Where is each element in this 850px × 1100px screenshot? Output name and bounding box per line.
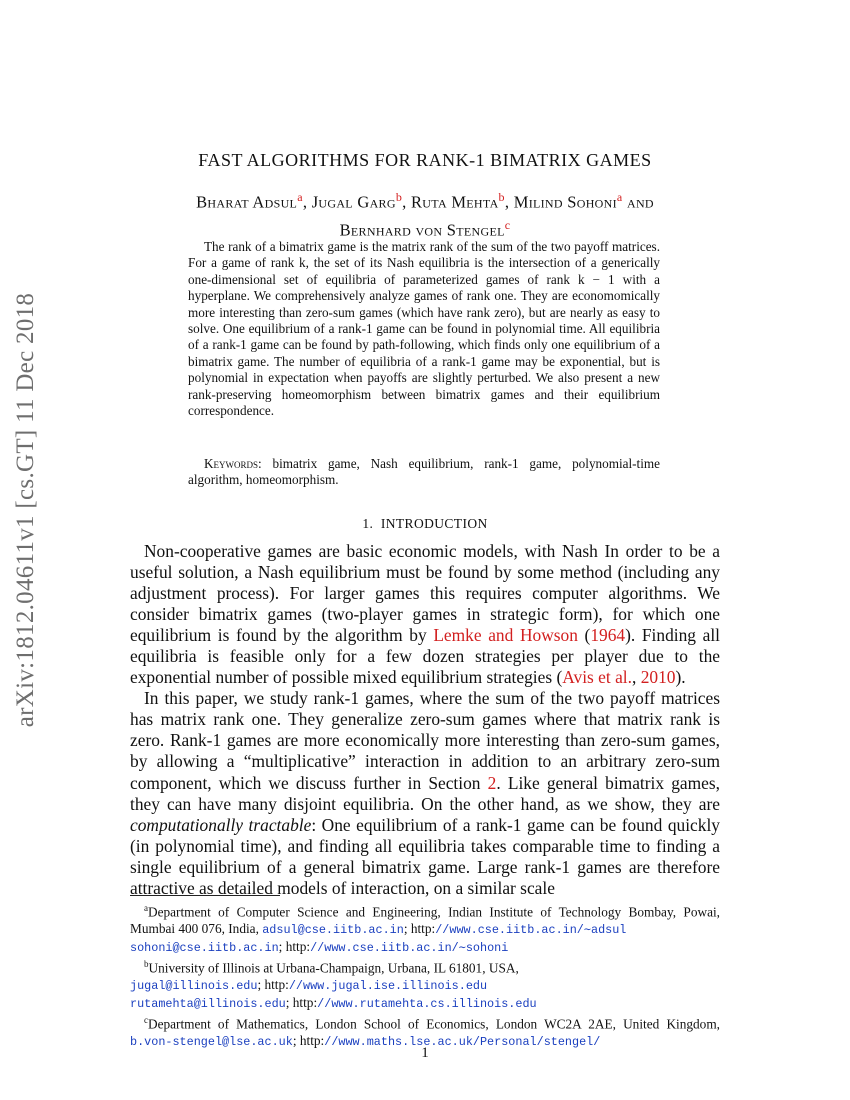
affiliation-mark[interactable]: a: [297, 190, 303, 204]
footnote-rule: [130, 895, 280, 896]
page-number: 1: [421, 1045, 429, 1061]
url-link[interactable]: //www.maths.lse.ac.uk/Personal/stengel/: [324, 1035, 601, 1050]
citation-link-avis[interactable]: Avis et al.: [562, 667, 632, 688]
paragraph-text: : One equilibrium of a rank-1 game can be found quickly (in polynomial time), and finding all equilibria takes comparable time to finding a single equilibrium of a general bimatrix game. Large rank-1 games are therefore attractive as detailed models of interaction, on a similar scale: [130, 814, 720, 898]
keywords-text: bimatrix game, Nash equilibrium, rank-1 game, polynomial-time algorithm, homeomorphism.: [188, 456, 660, 488]
email-link[interactable]: adsul@cse.iitb.ac.in: [262, 923, 404, 938]
paragraph: [130, 541, 720, 688]
author-list: Bharat Adsul$^a$, Jugal Garg$^b$, Ruta Mehta$^b$, Milind Sohoni$^a$ and Bernhard von Stengel$^c$: [196, 190, 654, 239]
url-link[interactable]: //www.rutamehta.cs.illinois.edu: [317, 996, 537, 1011]
section-number: 1.: [362, 516, 374, 531]
author-name: Bernhard von Stengel: [339, 220, 505, 239]
footnote-text: Department of Computer Science and Engineering, Indian Institute of Technology Bombay, Powai, Mumbai 400 076, India,: [130, 904, 720, 937]
footnote-a: [130, 900, 720, 956]
section-heading: [0, 516, 850, 532]
author-name: Jugal Garg: [311, 192, 396, 212]
paragraph-text: ,: [631, 667, 641, 688]
email-link[interactable]: b.von-stengel@lse.ac.uk: [130, 1035, 293, 1050]
paragraph-text: ).: [675, 667, 686, 688]
footnote-b-contact: [130, 995, 720, 1013]
citation-link-lemke-howson[interactable]: Lemke and Howson: [433, 625, 578, 646]
paragraph-text: Non-cooperative games are basic economic models, with Nash In order to be a useful solution, a Nash equilibrium must be found by some method (including any adjustment process). For larger games this requires computer algorithms. We consider bimatrix games (two-player games in strategic form), for which one equilibrium is found by the algorithm by: [130, 541, 720, 646]
footnote-b-contact: [130, 977, 720, 995]
introduction-body: [130, 541, 720, 899]
paragraph-text: In this paper, we study rank-1 games, where the sum of the two payoff matrices has matrix rank one. They generalize zero-sum games where that matrix rank is zero. Rank-1 games are more economically more interesting than zero-sum games, by allowing a “multiplicative” interaction in addition to an arbitrary zero-sum component, which we discuss further in Section: [130, 688, 720, 793]
url-link[interactable]: //www.cse.iitb.ac.in/∼adsul: [435, 923, 627, 938]
affiliation-mark[interactable]: a: [616, 190, 623, 204]
citation-year-link[interactable]: 1964: [590, 625, 626, 646]
footnote-b: [130, 956, 720, 977]
paragraph: [130, 688, 720, 898]
footnote-mark: a: [144, 903, 148, 913]
paragraph-text: (: [577, 625, 591, 646]
affiliation-mark[interactable]: b: [395, 190, 403, 204]
url-link[interactable]: //www.cse.iitb.ac.in/∼sohoni: [310, 940, 509, 955]
author-name: Milind Sohoni: [513, 192, 617, 212]
section-reference-link[interactable]: 2: [487, 772, 497, 793]
footnote-mark: b: [144, 959, 149, 970]
url-link[interactable]: //www.jugal.ise.illinois.edu: [288, 979, 488, 994]
affiliation-mark[interactable]: b: [498, 190, 505, 204]
affiliation-mark[interactable]: c: [504, 217, 511, 232]
paper-title: FAST ALGORITHMS FOR RANK-1 BIMATRIX GAMES: [198, 150, 652, 170]
keywords: [188, 456, 660, 489]
footnote-text: ; http:: [292, 1033, 325, 1049]
email-link[interactable]: rutamehta@illinois.edu: [130, 996, 286, 1011]
footnote-mark: c: [144, 1015, 148, 1026]
keywords-label: Keywords:: [204, 456, 262, 471]
author-name: Ruta Mehta: [411, 192, 499, 212]
email-link[interactable]: sohoni@cse.iitb.ac.in: [130, 940, 279, 955]
author-conjunction: and: [626, 192, 654, 212]
citation-year-link[interactable]: 2010: [640, 667, 676, 688]
author-name: Bharat Adsul: [196, 192, 298, 212]
footnote-text: Department of Mathematics, London School of Economics, London WC2A 2AE, United Kingdom,: [148, 1016, 720, 1032]
paragraph-text: . Like general bimatrix games, they can have many disjoint equilibria. On the other hand, as we show, they are: [130, 772, 720, 814]
footnote-text: ; http:: [403, 921, 436, 937]
emphasis-text: computationally tractable: [130, 814, 312, 835]
footnote-text: ; http:: [278, 938, 311, 954]
paragraph-text: ). Finding all equilibria is feasible only for a few dozen strategies per player due to the exponential number of possible mixed equilibrium strategies (: [130, 625, 721, 688]
footnote-text: ; http:: [257, 977, 289, 993]
email-link[interactable]: jugal@illinois.edu: [130, 979, 258, 994]
section-title: INTRODUCTION: [380, 516, 488, 531]
footnote-text: University of Illinois at Urbana-Champaign, Urbana, IL 61801, USA,: [148, 960, 519, 976]
footnotes: [130, 900, 720, 1051]
abstract: The rank of a bimatrix game is the matrix rank of the sum of the two payoff matrices. For a game of rank k, the set of its Nash equilibria is the intersection of a generically one-dimensional set of equilibria of parameterized games of rank k − 1 with a hyperplane. We comprehensively analyze games of rank one. They are economomically more interesting than zero-sum games (which have rank zero), but are nearly as easy to solve. One equilibrium of a rank-1 game can be found in polynomial time. All equilibria of a rank-1 game can be found by path-following, which finds only one equilibrium of a bimatrix game. The number of equilibria of a rank-1 game may be exponential, but is polynomial in expectation when payoffs are slightly perturbed. We also present a new rank-preserving homeomorphism between bimatrix games and their equilibrium correspondence.: [188, 239, 660, 419]
footnote-text: ; http:: [285, 994, 318, 1010]
arxiv-identifier: arXiv:1812.04611v1 [cs.GT] 11 Dec 2018: [12, 292, 39, 728]
